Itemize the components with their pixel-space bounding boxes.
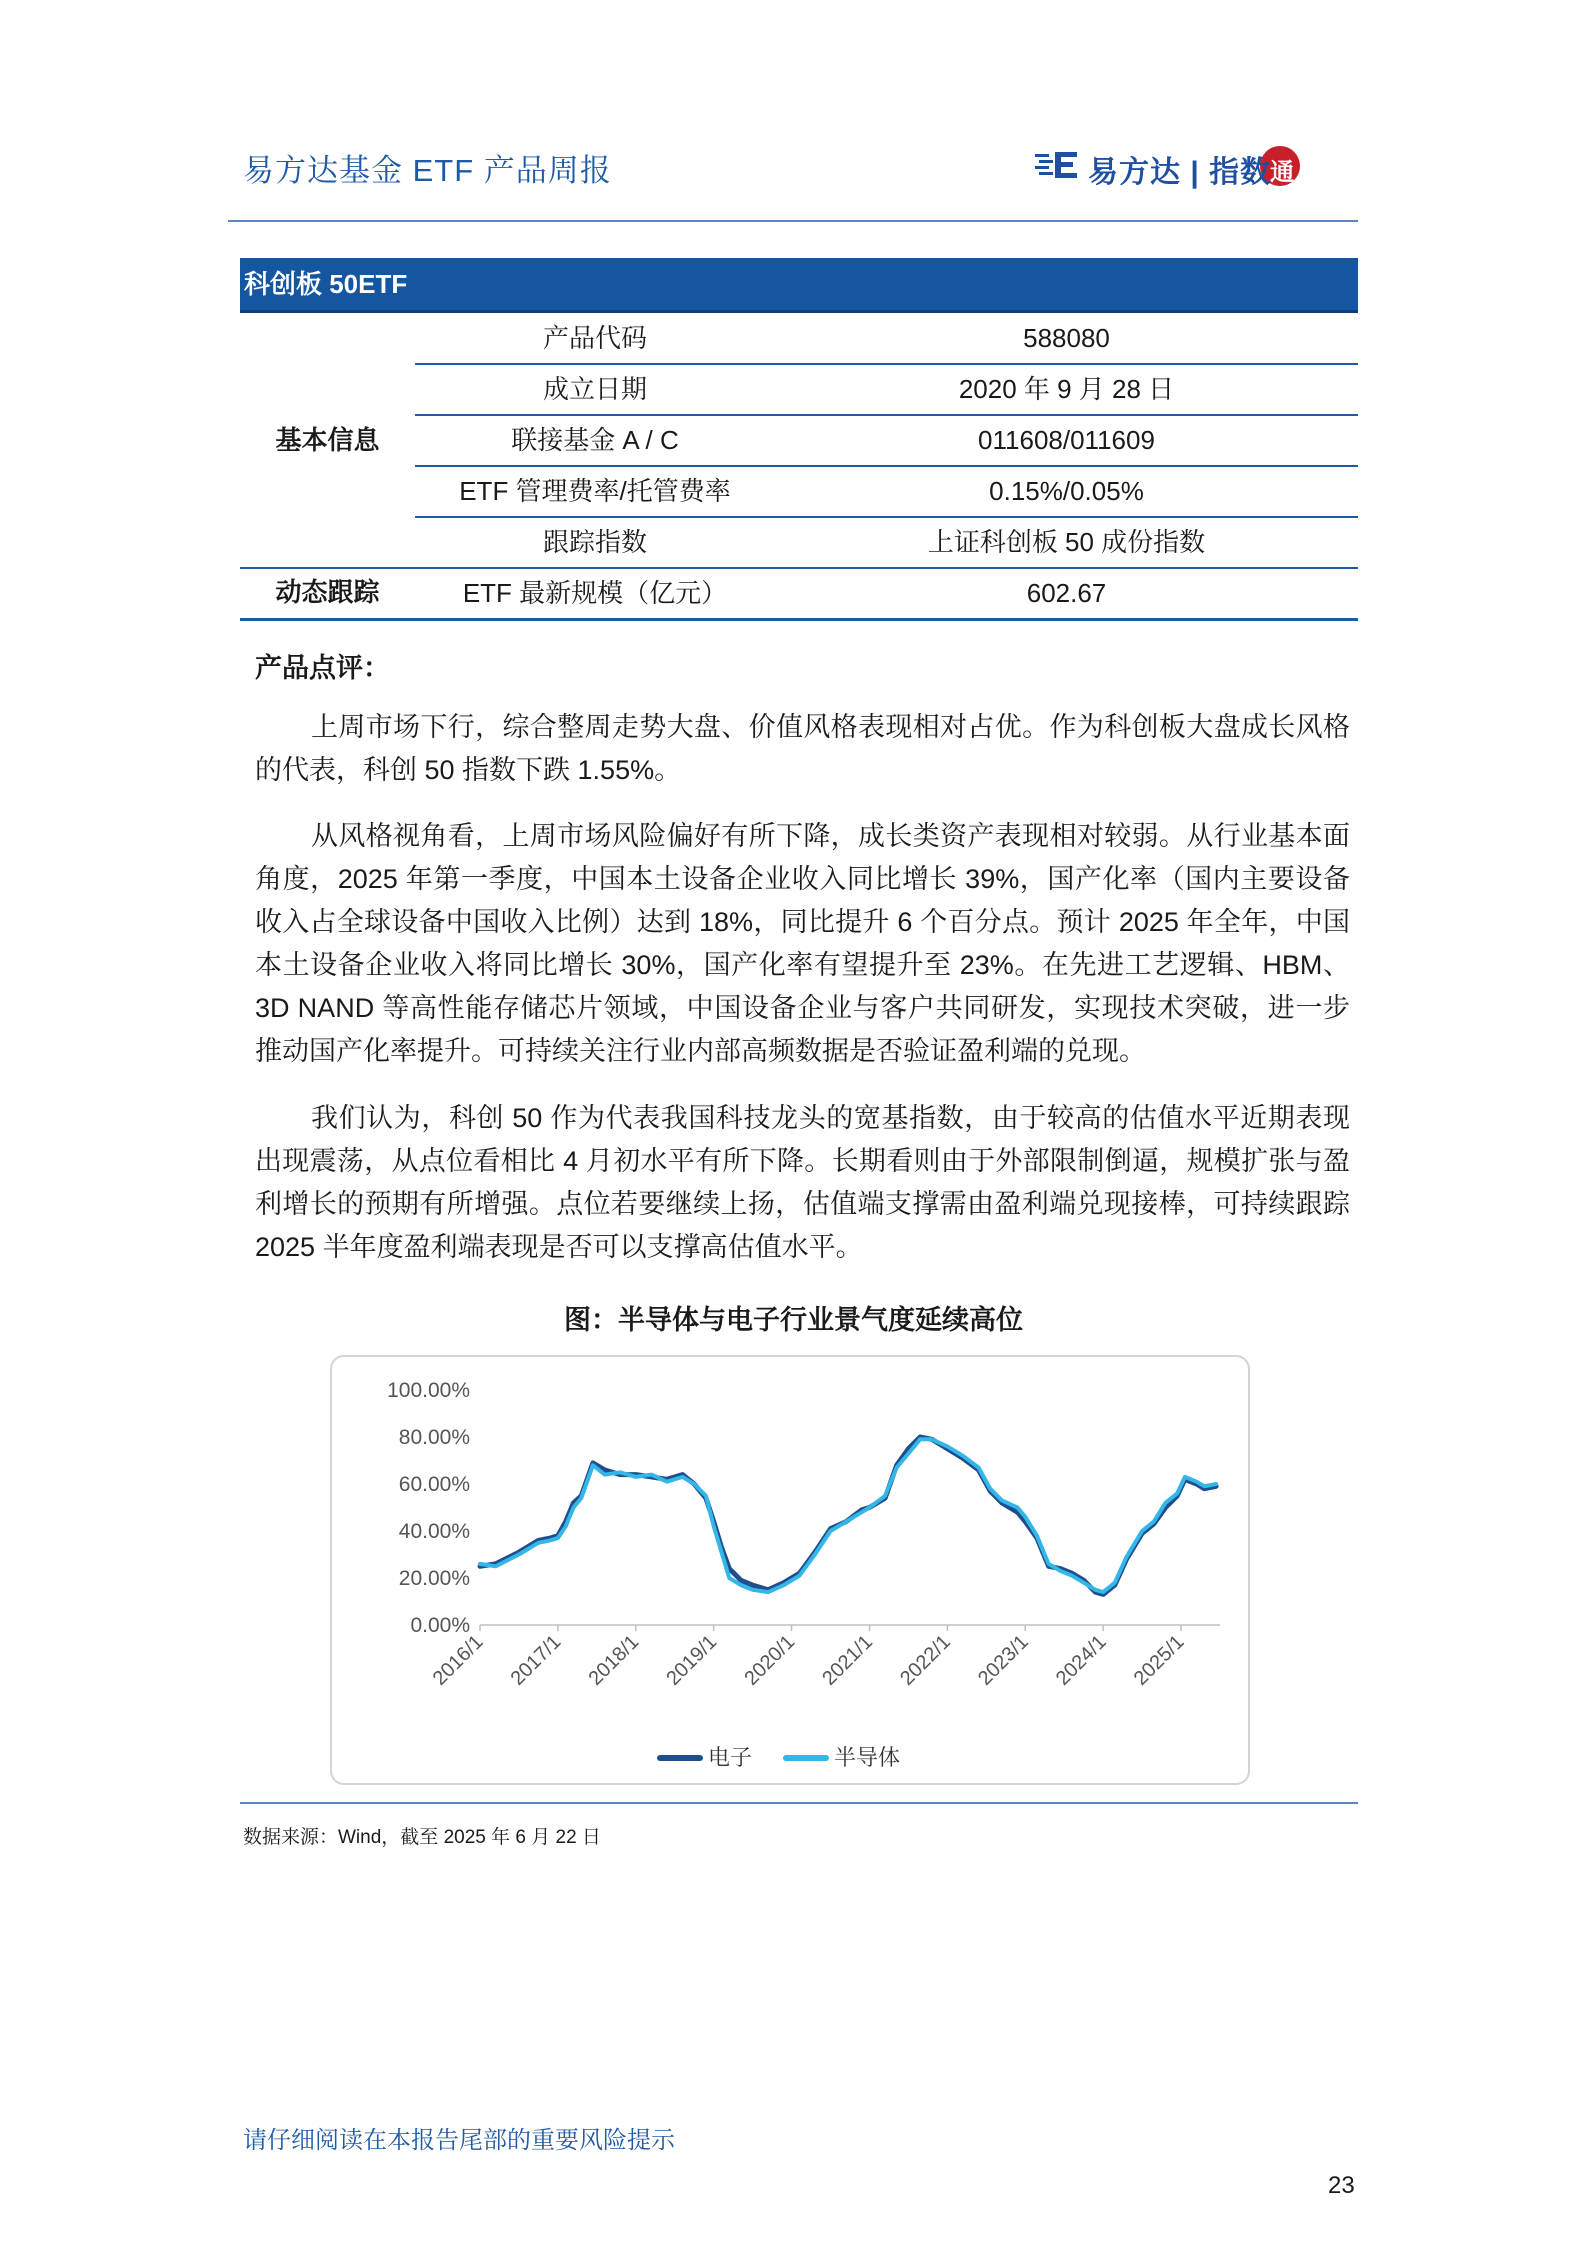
y-tick-label: 0.00% [410, 1614, 470, 1637]
header-divider [228, 220, 1358, 222]
y-tick-label: 20.00% [398, 1567, 470, 1590]
x-tick-label: 2021/1 [818, 1630, 878, 1690]
group-basic-info: 基本信息 [275, 425, 380, 455]
series-line-electronics [480, 1437, 1216, 1594]
row-label: ETF 管理费率/托管费率 [459, 476, 731, 506]
x-tick-label: 2025/1 [1129, 1630, 1189, 1690]
x-tick-label: 2019/1 [662, 1630, 722, 1690]
row-label: ETF 最新规模（亿元） [462, 578, 728, 608]
logo-text: 易方达 | 指数 [1088, 156, 1272, 189]
commentary-paragraph: 我们认为，科创 50 作为代表我国科技龙头的宽基指数，由于较高的估值水平近期表现出现震荡，从点位看相比 4 月初水平有所下降。长期看则由于外部限制倒逼，规模扩张与盈利增长的预期有所增强。点位若要继续上扬，估值端支撑需由盈利端兑现接棒，可持续跟踪 2025 半年度盈利端表现是否可以支撑高估值水平。 [255, 1103, 1350, 1262]
legend-label: 电子 [708, 1745, 753, 1770]
logo-badge: 通 [1270, 159, 1294, 186]
x-tick-label: 2018/1 [584, 1630, 644, 1690]
row-value: 588080 [1023, 323, 1110, 353]
table-title: 科创板 50ETF [240, 258, 1358, 310]
row-label: 产品代码 [542, 323, 647, 353]
y-tick-label: 40.00% [398, 1520, 470, 1543]
row-value: 602.67 [1026, 578, 1107, 608]
data-source: 数据来源：Wind，截至 2025 年 6 月 22 日 [243, 1827, 601, 1848]
source-divider [240, 1802, 1358, 1804]
x-tick-label: 2016/1 [428, 1630, 488, 1690]
x-tick-label: 2017/1 [506, 1630, 566, 1690]
y-tick-label: 80.00% [398, 1426, 470, 1449]
page-number: 23 [1328, 2172, 1355, 2199]
commentary-title: 产品点评： [255, 653, 390, 683]
row-value: 2020 年 9 月 28 日 [958, 374, 1175, 404]
line-chart [330, 1355, 1250, 1785]
row-value: 上证科创板 50 成份指数 [927, 527, 1206, 557]
x-tick-label: 2023/1 [973, 1630, 1033, 1690]
table-bottom-rule [240, 618, 1358, 621]
row-label: 成立日期 [542, 374, 647, 404]
row-value: 011608/011609 [978, 425, 1155, 455]
x-tick-label: 2024/1 [1051, 1630, 1111, 1690]
commentary-paragraph: 从风格视角看，上周市场风险偏好有所下降，成长类资产表现相对较弱。从行业基本面角度，2025 年第一季度，中国本土设备企业收入同比增长 39%，国产化率（国内主要设备收入占全球设备中国收入比例）达到 18%，同比提升 6 个百分点。预计 2025 年全年，中国本土设备企业收入将同比增长 30%，国产化率有望提升至 23%。在先进工艺逻辑、HBM、3D NAND 等高性能存储芯片领域，中国设备企业与客户共同研发，实现技术突破，进一步推动国产化率提升。可持续关注行业内部高频数据是否验证盈利端的兑现。 [255, 821, 1350, 1066]
row-label: 跟踪指数 [542, 527, 647, 557]
report-title: 易方达基金 ETF 产品周报 [243, 153, 612, 188]
x-tick-label: 2020/1 [740, 1630, 800, 1690]
commentary-paragraph: 上周市场下行，综合整周走势大盘、价值风格表现相对占优。作为科创板大盘成长风格的代表，科创 50 指数下跌 1.55%。 [255, 712, 1350, 785]
row-value: 0.15%/0.05% [989, 476, 1144, 506]
group-dynamic-tracking: 动态跟踪 [275, 577, 380, 607]
series-line-semiconductor [480, 1439, 1216, 1592]
y-tick-label: 100.00% [387, 1379, 470, 1402]
risk-notice: 请仔细阅读在本报告尾部的重要风险提示 [243, 2127, 675, 2154]
chart-title: 图：半导体与电子行业景气度延续高位 [564, 1305, 1023, 1335]
row-label: 联接基金 A / C [511, 425, 679, 455]
legend-label: 半导体 [834, 1745, 901, 1770]
x-tick-label: 2022/1 [896, 1630, 955, 1690]
y-tick-label: 60.00% [398, 1473, 470, 1496]
